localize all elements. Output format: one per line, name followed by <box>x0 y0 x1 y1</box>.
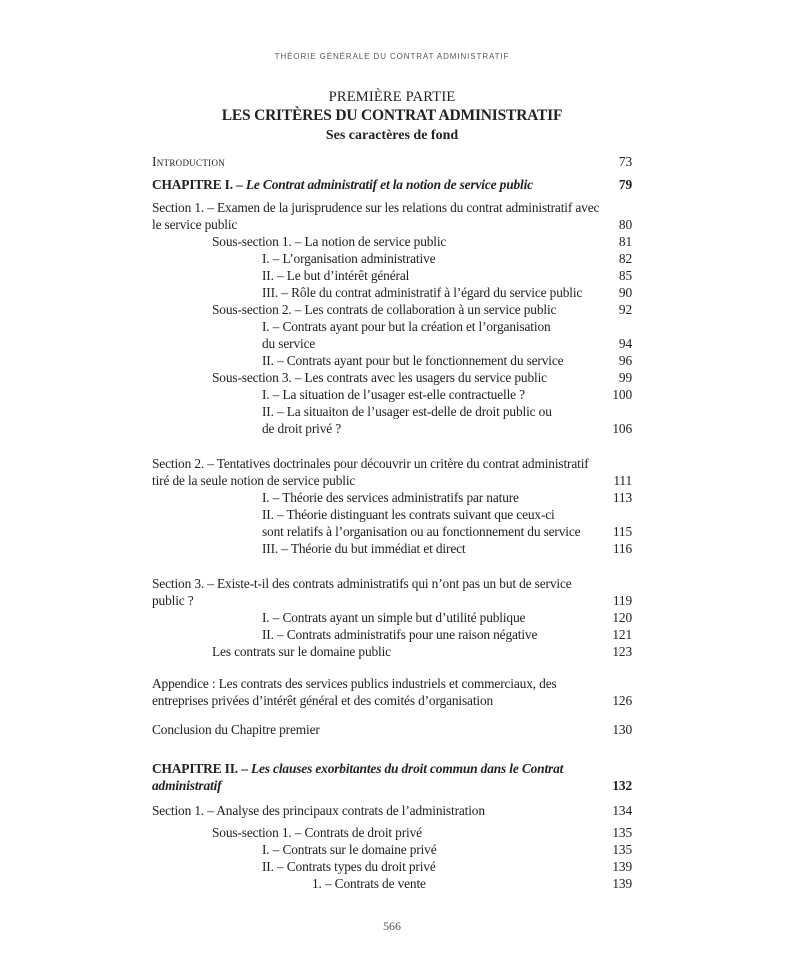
entry-page: 90 <box>618 285 632 300</box>
toc-entry-ch1-s2-ii <box>152 506 632 540</box>
entry-page: 139 <box>612 859 632 874</box>
entry-label: Sous-section 3. – Les contrats avec les usagers du service public <box>212 370 547 385</box>
toc-entry-ch1-s2-i <box>152 489 632 506</box>
toc-entry-chapitre-1 <box>152 176 632 193</box>
entry-label: Section 1. – Analyse des principaux contrats de l’administration <box>152 803 485 818</box>
entry-page: 132 <box>612 778 632 793</box>
entry-label: I. – L’organisation administrative <box>262 251 436 266</box>
entry-label: Section 1. – Examen de la jurisprudence sur les relations du contrat administratif avec <box>152 200 600 215</box>
toc-entry-appendice <box>152 675 632 709</box>
entry-page: 79 <box>618 177 632 192</box>
toc-entry-ch1-s1-ss1-iii <box>152 284 632 301</box>
entry-page: 96 <box>618 353 632 368</box>
toc-entry-ch1-section-3 <box>152 575 632 609</box>
part-heading <box>152 88 632 145</box>
entry-label-continuation: public ? <box>152 593 194 608</box>
entry-label <box>152 760 632 777</box>
toc-entry-ch1-s3-domaine-public <box>152 643 632 660</box>
entry-label: Section 2. – Tentatives doctrinales pour découvrir un critère du contrat administratif <box>152 456 589 471</box>
entry-page: 111 <box>613 473 632 488</box>
entry-page: 139 <box>612 876 632 891</box>
toc-entry-ch2-s1-ss1-ii <box>152 858 632 875</box>
toc-entry-ch1-section-1 <box>152 199 632 233</box>
chapter-title-continuation: administratif <box>152 778 222 793</box>
toc-entry-ch2-s1-ss1-ii-1 <box>152 875 632 892</box>
toc-entry-ch1-s2-iii <box>152 540 632 557</box>
toc-entry-ch1-s1-ss2-i <box>152 318 632 352</box>
entry-page: 116 <box>612 541 632 556</box>
toc-entry-ch1-s1-ss3-ii <box>152 403 632 437</box>
toc-entry-ch1-s1-soussection-1 <box>152 233 632 250</box>
entry-label: III. – Rôle du contrat administratif à l’égard du service public <box>262 285 583 300</box>
footer-page-number: 566 <box>383 919 401 933</box>
toc-entry-ch2-s1-soussection-1 <box>152 824 632 841</box>
part-kicker: PREMIÈRE PARTIE <box>328 89 456 105</box>
entry-label: Introduction <box>152 154 226 169</box>
entry-page: 120 <box>612 610 632 625</box>
chapter-title: Les clauses exorbitantes du droit commun dans le Contrat <box>250 761 564 776</box>
entry-page: 123 <box>612 644 632 659</box>
entry-page: 81 <box>618 234 632 249</box>
entry-label-continuation <box>152 777 632 794</box>
entry-page: 92 <box>618 302 632 317</box>
entry-label-continuation: sont relatifs à l’organisation ou au fonctionnement du service <box>262 524 581 539</box>
entry-label: Les contrats sur le domaine public <box>212 644 391 659</box>
toc-entry-chapitre-2 <box>152 760 632 794</box>
entry-label: Sous-section 1. – Contrats de droit privé <box>212 825 422 840</box>
entry-label: II. – Contrats ayant pour but le fonctionnement du service <box>262 353 564 368</box>
entry-page: 80 <box>618 217 632 232</box>
entry-page: 121 <box>612 627 632 642</box>
entry-label: II. – La situaiton de l’usager est-delle de droit public ou <box>262 404 552 419</box>
entry-page: 85 <box>618 268 632 283</box>
entry-label: II. – Le but d’intérêt général <box>262 268 410 283</box>
entry-page: 126 <box>612 693 632 708</box>
entry-label: II. – Contrats types du droit privé <box>262 859 436 874</box>
toc-entry-ch1-s1-soussection-3 <box>152 369 632 386</box>
entry-page: 135 <box>612 842 632 857</box>
entry-label: I. – Contrats ayant pour but la création et l’organisation <box>262 319 551 334</box>
chapter-number: CHAPITRE II. – <box>152 761 251 776</box>
toc-entry-ch1-s1-soussection-2 <box>152 301 632 318</box>
entry-page: 134 <box>612 803 632 818</box>
toc-entry-ch1-section-2 <box>152 455 632 489</box>
entry-label-continuation: du service <box>262 336 316 351</box>
entry-page: 73 <box>618 154 632 169</box>
toc-entry-ch1-s3-i <box>152 609 632 626</box>
entry-label: Sous-section 1. – La notion de service public <box>212 234 447 249</box>
entry-label: Section 3. – Existe-t-il des contrats administratifs qui n’ont pas un but de service <box>152 576 572 591</box>
toc-entry-introduction <box>152 153 632 170</box>
entry-page: 82 <box>618 251 632 266</box>
toc-entry-ch2-s1-ss1-i <box>152 841 632 858</box>
entry-label: II. – Théorie distinguant les contrats suivant que ceux-ci <box>262 507 555 522</box>
toc-entry-ch1-s1-ss2-ii <box>152 352 632 369</box>
entry-label-continuation: de droit privé ? <box>262 421 342 436</box>
toc-entry-ch1-s1-ss3-i <box>152 386 632 403</box>
chapter-title: Le Contrat administratif et la notion de service public <box>245 177 533 192</box>
toc-entry-conclusion-chapitre-1 <box>152 721 632 738</box>
entry-label <box>152 176 632 193</box>
entry-page: 115 <box>612 524 632 539</box>
toc-entry-ch1-s1-ss1-ii <box>152 267 632 284</box>
entry-label-continuation: tiré de la seule notion de service public <box>152 473 356 488</box>
entry-label: II. – Contrats administratifs pour une raison négative <box>262 627 538 642</box>
entry-page: 130 <box>612 722 632 737</box>
entry-label: Appendice : Les contrats des services publics industriels et commerciaux, des <box>152 676 557 691</box>
entry-page: 119 <box>612 593 632 608</box>
toc-entry-ch2-section-1 <box>152 802 632 819</box>
entry-page: 106 <box>612 421 632 436</box>
entry-label: III. – Théorie du but immédiat et direct <box>262 541 466 556</box>
entry-label: Sous-section 2. – Les contrats de collaboration à un service public <box>212 302 557 317</box>
entry-label: I. – Contrats sur le domaine privé <box>262 842 437 857</box>
table-of-contents <box>152 153 632 892</box>
part-title: LES CRITÈRES DU CONTRAT ADMINISTRATIF <box>221 107 563 124</box>
entry-page: 100 <box>612 387 632 402</box>
chapter-number: CHAPITRE I. – <box>152 177 246 192</box>
entry-page: 135 <box>612 825 632 840</box>
part-subtitle: Ses caractères de fond <box>325 128 459 143</box>
running-head: THÉORIE GÉNÉRALE DU CONTRAT ADMINISTRATIF <box>274 52 510 61</box>
entry-page: 113 <box>612 490 632 505</box>
entry-page: 94 <box>618 336 632 351</box>
entry-label: I. – Contrats ayant un simple but d’utilité publique <box>262 610 526 625</box>
entry-label-continuation: entreprises privées d’intérêt général et des comités d’organisation <box>152 693 494 708</box>
entry-label: I. – Théorie des services administratifs par nature <box>262 490 519 505</box>
entry-label: Conclusion du Chapitre premier <box>152 722 320 737</box>
toc-entry-ch1-s1-ss1-i <box>152 250 632 267</box>
entry-label: I. – La situation de l’usager est-elle contractuelle ? <box>262 387 525 402</box>
toc-entry-ch1-s3-ii <box>152 626 632 643</box>
entry-label: 1. – Contrats de vente <box>312 876 426 891</box>
entry-label-continuation: le service public <box>152 217 238 232</box>
entry-page: 99 <box>618 370 632 385</box>
